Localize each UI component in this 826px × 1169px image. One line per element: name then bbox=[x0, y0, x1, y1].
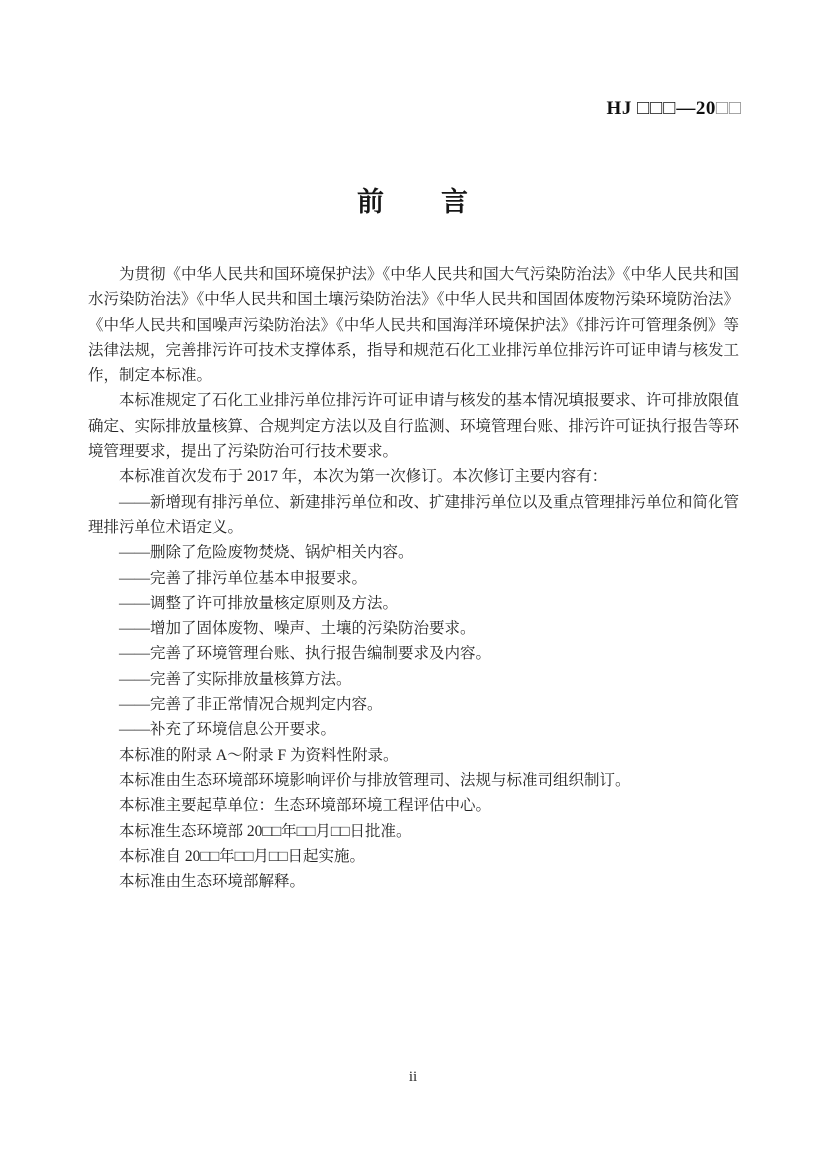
revision-item: ——新增现有排污单位、新建排污单位和改、扩建排污单位以及重点管理排污单位和简化管理排污单位术语定义。 bbox=[88, 493, 740, 536]
revision-item: ——完善了非正常情况合规判定内容。 bbox=[119, 696, 383, 714]
revision-item: ——删除了危险废物焚烧、锅炉相关内容。 bbox=[119, 544, 414, 562]
revision-item: ——完善了环境管理台账、执行报告编制要求及内容。 bbox=[119, 645, 492, 663]
document-body bbox=[88, 262, 739, 894]
revision-item: ——补充了环境信息公开要求。 bbox=[119, 721, 337, 739]
revision-item: ——增加了固体废物、噪声、土壤的污染防治要求。 bbox=[119, 620, 476, 638]
revision-item: ——完善了实际排放量核算方法。 bbox=[119, 670, 352, 688]
paragraph-revision-intro: 本标准首次发布于 2017 年，本次为第一次修订。本次修订主要内容有： bbox=[119, 468, 608, 486]
standard-code-prefix: HJ bbox=[606, 98, 632, 119]
page-title: 前 言 bbox=[357, 187, 469, 217]
standard-code-number-squares: □□□ bbox=[637, 97, 677, 119]
revision-item: ——完善了排污单位基本申报要求。 bbox=[119, 569, 368, 587]
page-number: ii bbox=[408, 1069, 418, 1085]
paragraph-appendices: 本标准的附录 A～附录 F 为资料性附录。 bbox=[119, 746, 399, 764]
paragraph-scope: 本标准规定了石化工业排污单位排污许可证申请与核发的基本情况填报要求、许可排放限值确定、实际排放量核算、合规判定方法以及自行监测、环境管理台账、排污许可证执行报告等环境管理要求，提出了污染防治可行技术要求。 bbox=[88, 392, 740, 461]
standard-code bbox=[607, 97, 742, 120]
paragraph-interpretation: 本标准由生态环境部解释。 bbox=[119, 873, 306, 891]
paragraph-drafting-unit: 本标准主要起草单位：生态环境部环境工程评估中心。 bbox=[119, 797, 492, 815]
paragraph-approval-date: 本标准生态环境部 20□□年□□月□□日批准。 bbox=[119, 822, 412, 840]
paragraph-organizing-department: 本标准由生态环境部环境影响评价与排放管理司、法规与标准司组织制订。 bbox=[119, 771, 631, 789]
paragraph-implementation-date: 本标准自 20□□年□□月□□日起实施。 bbox=[119, 847, 366, 865]
paragraph-legal-basis: 为贯彻《中华人民共和国环境保护法》《中华人民共和国大气污染防治法》《中华人民共和国水污染防治法》《中华人民共和国土壤污染防治法》《中华人民共和国固体废物污染环境防治法》《中华人民共和国噪声污染防治法》《中华人民共和国海洋环境保护法》《排污许可管理条例》等法律法规，完善排污许可技术支撑体系，指导和规范石化工业排污单位排污许可证申请与核发工作，制定本标准。 bbox=[88, 266, 740, 385]
standard-code-year-prefix: —20 bbox=[676, 98, 716, 119]
revision-item: ——调整了许可排放量核定原则及方法。 bbox=[119, 594, 399, 612]
standard-code-year-squares: □□ bbox=[715, 97, 742, 119]
